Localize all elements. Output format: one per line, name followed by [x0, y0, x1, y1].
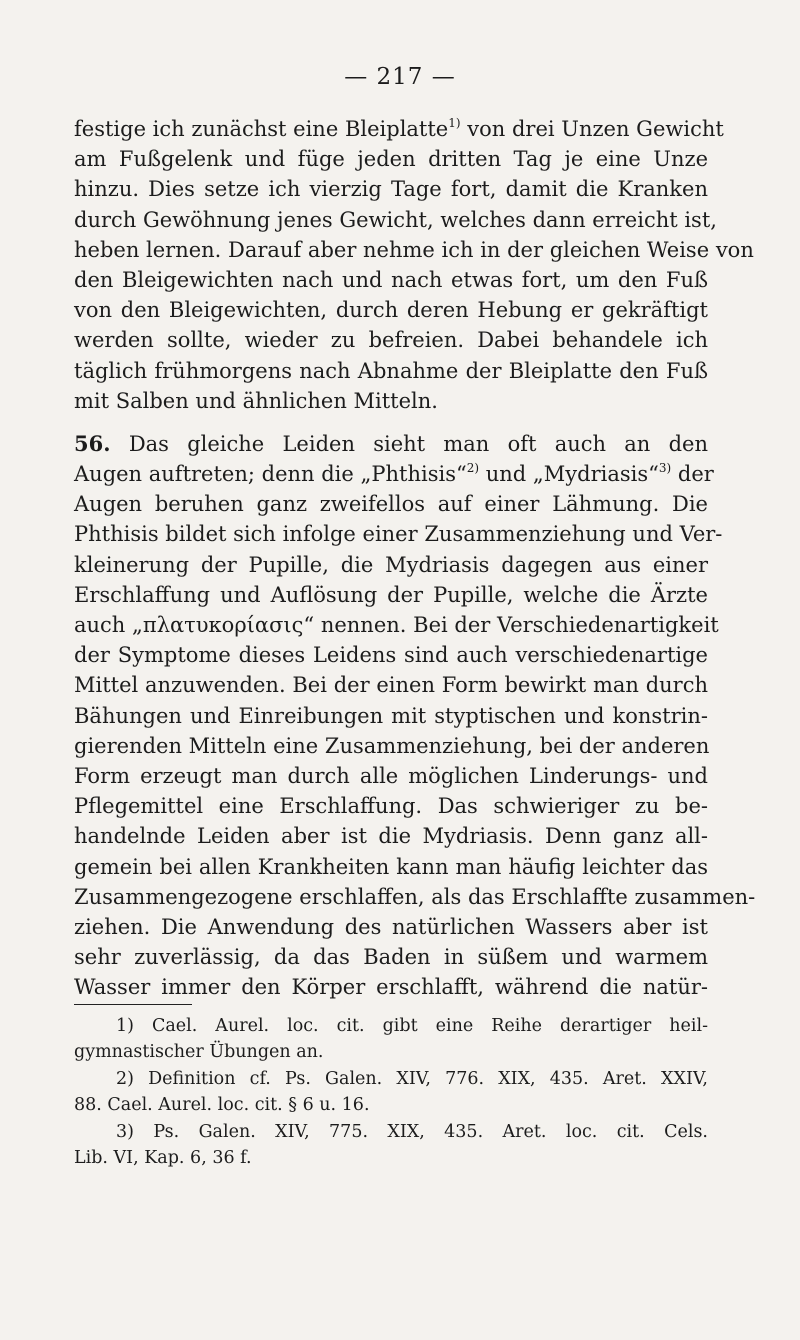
paragraph-56 — [74, 429, 756, 1003]
line-fragment: der — [677, 462, 714, 487]
text-line — [74, 114, 724, 144]
text-line — [74, 459, 714, 489]
text-line: Wasser immer den Körper erschlafft, während die natür- — [74, 975, 708, 1000]
footnote-ref-3[interactable]: 3) — [658, 461, 672, 476]
text-line: Form erzeugt man durch alle möglichen Linderungs- und — [74, 763, 708, 788]
text-line: Pflegemittel eine Erschlaffung. Das schwieriger zu be- — [74, 794, 708, 819]
text-line: Mittel anzuwenden. Bei der einen Form bewirkt man durch — [74, 673, 708, 698]
text-line: mit Salben und ähnlichen Mitteln. — [74, 388, 438, 413]
page-number: — 217 — — [344, 64, 456, 90]
footnote-3: 3) Ps. Galen. XIV, 775. XIX, 435. Aret. loc. cit. Cels. — [116, 1121, 708, 1142]
paragraph-1 — [74, 114, 754, 416]
body-text — [74, 114, 756, 1002]
line-fragment: festige ich zunächst eine — [74, 117, 339, 141]
text-line: heben lernen. Darauf aber nehme ich in der gleichen Weise von — [74, 237, 754, 262]
line-fragment: Das gleiche Leiden sieht man oft auch an den — [128, 431, 708, 456]
text-line: Bähungen und Einreibungen mit styptischen und konstrin- — [74, 703, 708, 728]
text-line — [74, 429, 708, 459]
footnote-ref-2[interactable]: 2) — [466, 461, 480, 476]
text-line: hinzu. Dies setze ich vierzig Tage fort, damit die Kranken — [74, 177, 708, 202]
text-line: kleinerung der Pupille, die Mydriasis dagegen aus einer — [74, 552, 708, 577]
text-line: der Symptome dieses Leidens sind auch verschiedenartige — [74, 643, 708, 668]
text-line: handelnde Leiden aber ist die Mydriasis. Denn ganz all- — [74, 824, 708, 849]
section-number: 56. — [74, 430, 111, 456]
text-line: von den Bleigewichten, durch deren Hebung er gekräftigt — [74, 298, 708, 323]
text-line: Erschlaffung und Auflösung der Pupille, welche die Ärzte — [74, 582, 708, 607]
footnote-ref-1[interactable]: 1) — [448, 116, 461, 130]
text-line: gierenden Mitteln eine Zusammenziehung, bei der anderen — [74, 733, 710, 758]
footnote-2: 2) Definition cf. Ps. Galen. XIV, 776. XIX, 435. Aret. XXIV, — [116, 1068, 708, 1089]
text-line: Augen beruhen ganz zweifellos auf einer Lähmung. Die — [74, 492, 708, 517]
text-line: gemein bei allen Krankheiten kann man häufig leichter das — [74, 854, 708, 879]
text-line: ziehen. Die Anwendung des natürlichen Wassers aber ist — [74, 914, 708, 939]
text-line: Phthisis bildet sich infolge einer Zusammenziehung und Ver- — [74, 522, 723, 547]
text-line: Zusammengezogene erschlaffen, als das Erschlaffte zusammen- — [74, 884, 756, 909]
footnote-1: 1) Cael. Aurel. loc. cit. gibt eine Reihe derartiger heil- — [116, 1016, 708, 1036]
text-line: auch „πλατυκορίασις“ nennen. Bei der Verschiedenartigkeit — [74, 613, 719, 637]
footnote-2-cont: 88. Cael. Aurel. loc. cit. § 6 u. 16. — [74, 1095, 370, 1116]
line-fragment: und „Mydriasis“ — [485, 462, 659, 487]
footnotes — [74, 1013, 708, 1171]
text-line: werden sollte, wieder zu befreien. Dabei behandele ich — [74, 328, 708, 353]
text-line: durch Gewöhnung jenes Gewicht, welches dann erreicht ist, — [74, 207, 717, 232]
text-line: täglich frühmorgens nach Abnahme der Bleiplatte den Fuß — [74, 358, 708, 383]
text-line: den Bleigewichten nach und nach etwas fort, um den Fuß — [74, 267, 708, 292]
text-line: sehr zuverlässig, da das Baden in süßem und warmem — [74, 945, 708, 970]
line-fragment: Bleiplatte — [344, 117, 449, 141]
line-fragment: von drei Unzen Gewicht — [467, 117, 724, 141]
footnote-1-cont: gymnastischer Übungen an. — [74, 1042, 324, 1063]
line-fragment: Augen auftreten; denn die „Phthisis“ — [74, 462, 467, 487]
footnote-divider — [74, 1004, 192, 1005]
text-line: am Fußgelenk und füge jeden dritten Tag je eine Unze — [74, 147, 708, 172]
footnote-3-cont: Lib. VI, Kap. 6, 36 f. — [74, 1147, 252, 1168]
